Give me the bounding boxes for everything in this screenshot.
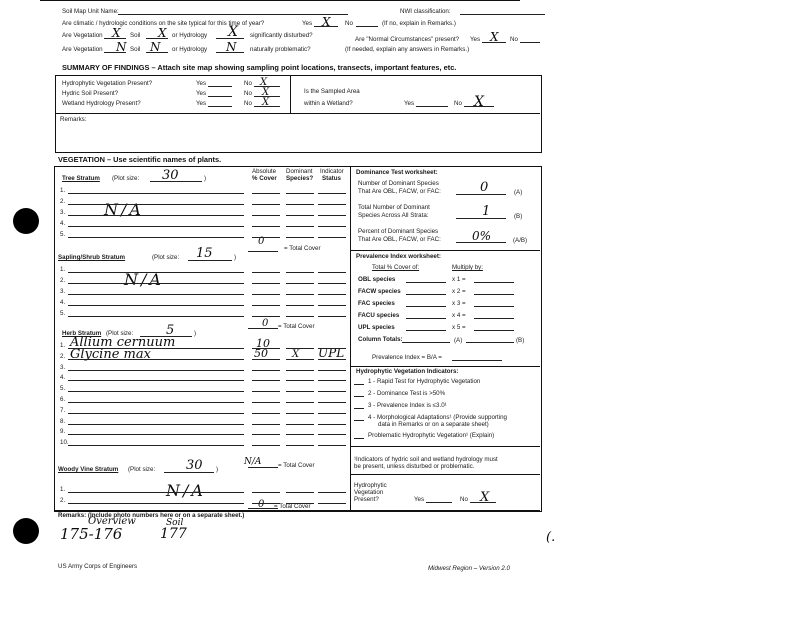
prevalence-row-label: UPL species [358,324,395,331]
wetland-yes: Yes [404,100,415,107]
species-field[interactable] [68,503,244,504]
species-field[interactable] [252,492,280,493]
herb-entry-cover: 50 [254,347,268,360]
veg-line-1: Are Vegetation [62,32,103,39]
herb-entry-cover: 10 [256,337,270,350]
hv-yes: Yes [414,496,425,503]
tree-stratum-label: Tree Stratum [62,175,100,182]
species-field[interactable] [286,503,314,504]
summary-yes-field[interactable] [208,86,232,87]
soil-map-field[interactable] [118,14,348,15]
species-field[interactable] [318,434,346,435]
species-field[interactable] [68,316,244,317]
if-needed: (If needed, explain any answers in Remarks.) [345,46,470,53]
summary-no: No [244,80,252,87]
species-field[interactable] [286,272,314,273]
herb-plot-value: 5 [166,323,175,338]
species-field[interactable] [318,294,346,295]
species-field[interactable] [286,305,314,306]
prevalence-cover-field[interactable] [406,294,446,295]
tree-entry: N/A [104,200,144,219]
species-field[interactable] [68,226,244,227]
herb-total-label: = Total Cover [278,462,315,469]
species-field[interactable] [318,380,346,381]
hyd-label-1: or Hydrology [172,32,208,39]
prevalence-cover-field[interactable] [406,306,446,307]
dominance-q1n: (A) [514,189,523,196]
species-field[interactable] [286,193,314,194]
summary-yes-field[interactable] [208,106,232,107]
indicator-checkbox[interactable] [354,396,364,397]
veg-remarks-hand-1: Overview [88,516,136,527]
row-number: 3. [60,288,66,295]
hyd-field-1[interactable] [216,38,244,39]
summary-remarks-label: Remarks: [60,116,87,123]
dominance-q1b: That Are OBL, FACW, or FAC: [358,188,441,195]
hyd-mark-1: X [228,24,238,40]
col-cover: % Cover [252,175,277,182]
species-field[interactable] [252,434,280,435]
indicator-item: 4 - Morphological Adaptations¹ (Provide supporting [368,414,507,421]
footer-left: US Army Corps of Engineers [58,563,138,570]
footer-right: Midwest Region – Version 2.0 [428,565,510,572]
species-field[interactable] [68,434,244,435]
species-field[interactable] [68,402,244,403]
veg-field-1[interactable] [104,38,126,39]
soil-label-2: Soil [130,46,141,53]
species-field[interactable] [318,359,346,360]
species-field[interactable] [318,391,346,392]
prevalence-row-label: FACU species [358,312,400,319]
species-field[interactable] [252,226,280,227]
sapling-plot-label: (Plot size: [152,254,180,261]
herb-entry-name: Glycine max [70,347,151,362]
sapling-stratum-label: Sapling/Shrub Stratum [58,254,126,261]
nwi-label: NWI classification: [400,8,451,15]
indicator-item: 3 - Prevalence Index is ≤3.0¹ [368,402,447,409]
summary-mark: X [262,97,270,108]
total-cover-field[interactable] [248,508,278,509]
prevalence-multiplier: x 3 = [452,300,466,307]
right-rule-3 [351,446,540,447]
summary-row-label: Hydrophytic Vegetation Present? [62,80,153,87]
indicator-item: data in Remarks or on a separate sheet) [378,421,489,428]
species-field[interactable] [318,348,346,349]
indicators-title: Hydrophytic Vegetation Indicators: [356,368,459,375]
hyd-mark-2: N [226,40,237,54]
soil-mark-1: X [158,26,167,40]
col-species: Species? [286,175,314,182]
woody-stratum-label: Woody Vine Stratum [58,466,119,473]
dominance-q2b: Species Across All Strata: [358,212,429,219]
species-field[interactable] [68,237,244,238]
dominance-a2-field[interactable] [456,218,506,219]
veg-remarks-hand-2: Soil [166,518,184,528]
prevalence-multiplier: x 2 = [452,288,466,295]
normal-circ-q: Are "Normal Circumstances" present? [355,36,460,43]
species-field[interactable] [286,294,314,295]
species-field[interactable] [252,348,280,349]
prevalence-row-label: OBL species [358,276,396,283]
prevalence-multiplier: x 1 = [452,276,466,283]
species-field[interactable] [318,226,346,227]
species-field[interactable] [252,370,280,371]
col-total-b-field[interactable] [466,342,514,343]
species-field[interactable] [286,226,314,227]
col-absolute: Absolute [252,168,277,175]
indicator-item: Problematic Hydrophytic Vegetation¹ (Explain) [368,432,495,439]
normal-no-field[interactable] [520,42,540,43]
row-number: 3. [60,209,66,216]
col-total-a-field[interactable] [402,342,450,343]
species-field[interactable] [286,413,314,414]
climatic-yes-mark: X [322,15,331,29]
row-number: 1. [60,266,66,273]
soil-field-2[interactable] [146,52,168,53]
tree-plot-value: 30 [162,168,179,183]
herb-stratum-label: Herb Stratum [62,330,102,337]
col-total-b: (B) [516,337,525,344]
col-total-a: (A) [454,337,463,344]
summary-divider-v [290,76,291,113]
wetland-mark: X [474,94,484,110]
prevalence-col2: Multiply by: [452,264,483,271]
prevalence-cover-field[interactable] [406,282,446,283]
within-wetland-label: within a Wetland? [304,100,353,107]
total-cover-field[interactable] [248,251,278,252]
species-field[interactable] [68,283,244,284]
species-field[interactable] [318,237,346,238]
species-field[interactable] [252,272,280,273]
normal-yes-mark: X [490,30,499,44]
species-field[interactable] [68,272,244,273]
species-field[interactable] [318,503,346,504]
prevalence-title: Prevalence Index worksheet: [356,253,441,260]
summary-title: SUMMARY OF FINDINGS – Attach site map showing sampling point locations, transects, important features, etc. [62,63,457,72]
sapling-plot-value: 15 [196,246,213,261]
normal-no-label: No [510,36,518,43]
hv-yes-field[interactable] [426,502,452,503]
row-number: 2. [60,198,66,205]
tree-plot-label: (Plot size: [112,175,140,182]
col-indicator: Indicator [320,168,344,175]
species-field[interactable] [252,503,280,504]
row-number: 2. [60,277,66,284]
species-field[interactable] [68,413,244,414]
dominance-q3n: (A/B) [513,237,528,244]
row-number: 5. [60,231,66,238]
row-number: 10. [60,439,69,447]
herb-entry-dominant: X [292,349,300,360]
top-rule [40,0,520,1]
species-field[interactable] [252,193,280,194]
wetland-no: No [454,100,462,107]
dominance-a2: 1 [482,204,491,219]
species-field[interactable] [318,413,346,414]
soil-map-label: Soil Map Unit Name: [62,8,119,15]
indicator-item: 1 - Rapid Test for Hydrophytic Vegetation [368,378,481,385]
species-field[interactable] [318,370,346,371]
tree-total-label: = Total Cover [284,245,321,252]
summary-no: No [244,90,252,97]
dominance-q2n: (B) [514,213,523,220]
row-number: 1. [60,187,66,194]
veg-mark-1: X [112,26,121,40]
indicator-item: 2 - Dominance Test is >50% [368,390,446,397]
vegetation-title: VEGETATION – Use scientific names of plants. [58,155,222,164]
dominance-a1: 0 [480,180,489,195]
species-field[interactable] [286,370,314,371]
climatic-yes-label: Yes [302,20,313,27]
species-field[interactable] [252,204,280,205]
summary-row-label: Wetland Hydrology Present? [62,100,141,107]
species-field[interactable] [252,294,280,295]
woody-plot-label: (Plot size: [128,466,156,473]
herb-plot-label: (Plot size: [106,330,134,337]
species-field[interactable] [286,316,314,317]
species-field[interactable] [286,283,314,284]
dominance-a3: 0% [472,229,492,243]
row-number: 4. [60,374,66,382]
prevalence-product-field[interactable] [474,282,514,283]
row-number: 1. [60,486,66,493]
summary-divider-h [56,113,540,114]
dominance-q3b: That Are OBL, FACW, or FAC: [358,236,441,243]
soil-label-1: Soil [130,32,141,39]
veg-remarks-label: Remarks: (Include photo numbers here or on a separate sheet.) [58,512,245,519]
woody-entry: N/A [166,481,206,500]
row-number: 2. [60,352,66,360]
climatic-no-field[interactable] [356,26,378,27]
species-field[interactable] [68,305,244,306]
veg-mark-2: N [116,40,127,54]
summary-yes: Yes [196,80,207,87]
prevalence-product-field[interactable] [474,318,514,319]
species-field[interactable] [252,380,280,381]
veg-line-2: Are Vegetation [62,46,103,53]
species-field[interactable] [252,305,280,306]
species-field[interactable] [68,391,244,392]
indicator-checkbox[interactable] [354,408,364,409]
paren: ) [234,254,237,261]
prevalence-multiplier: x 5 = [452,324,466,331]
row-number: 6. [60,396,66,403]
column-totals: Column Totals: [358,336,403,343]
species-field[interactable] [318,215,346,216]
row-number: 1. [60,342,66,349]
naturally-problematic: naturally problematic? [250,46,311,53]
species-field[interactable] [68,492,244,493]
species-field[interactable] [252,445,280,446]
prevalence-product-field[interactable] [474,294,514,295]
dominance-q2a: Total Number of Dominant [358,204,430,211]
hv-mark: X [480,490,490,505]
species-field[interactable] [318,204,346,205]
species-field[interactable] [68,445,244,446]
prevalence-index-field[interactable] [452,360,502,361]
prevalence-index: Prevalence Index = B/A = [372,354,442,361]
species-field[interactable] [286,215,314,216]
species-field[interactable] [286,380,314,381]
species-field[interactable] [252,359,280,360]
species-field[interactable] [318,193,346,194]
wetland-yes-field[interactable] [416,106,448,107]
species-field[interactable] [318,445,346,446]
species-field[interactable] [286,348,314,349]
prevalence-col1: Total % Cover of: [372,264,420,271]
species-field[interactable] [68,215,244,216]
prevalence-product-field[interactable] [474,306,514,307]
remarks-divider [55,510,540,511]
prevalence-multiplier: x 4 = [452,312,466,319]
species-field[interactable] [318,402,346,403]
species-field[interactable] [68,380,244,381]
species-field[interactable] [318,424,346,425]
species-field[interactable] [318,492,346,493]
species-field[interactable] [252,402,280,403]
species-field[interactable] [286,402,314,403]
prevalence-row-label: FAC species [358,300,395,307]
summary-mark: X [262,87,270,98]
hv-no: No [460,496,468,503]
summary-yes: Yes [196,100,207,107]
punch-hole-top [13,208,39,234]
footnote-1: ¹Indicators of hydric soil and wetland hydrology must [354,456,498,463]
species-field[interactable] [252,413,280,414]
prevalence-product-field[interactable] [474,330,514,331]
hyd-label-2: or Hydrology [172,46,208,53]
summary-yes: Yes [196,90,207,97]
species-field[interactable] [318,283,346,284]
species-field[interactable] [252,215,280,216]
paren: ) [194,330,197,337]
species-field[interactable] [252,237,280,238]
species-field[interactable] [286,492,314,493]
total-cover-field[interactable] [248,467,278,468]
veg-remarks-hand-4: 177 [160,526,187,542]
col-status: Status [322,175,341,182]
col-dominant: Dominant [286,168,313,175]
row-number: 7. [60,406,66,414]
species-field[interactable] [68,294,244,295]
sapling-total-label: = Total Cover [278,323,315,330]
row-number: 5. [60,310,66,317]
species-field[interactable] [318,272,346,273]
woody-total: 0 [258,499,265,510]
paren: ) [204,175,207,182]
prevalence-cover-field[interactable] [406,318,446,319]
dominance-q1a: Number of Dominant Species [358,180,439,187]
prevalence-cover-field[interactable] [406,330,446,331]
herb-entry-indicator: UPL [318,346,345,360]
indicator-checkbox[interactable] [354,384,364,385]
species-field[interactable] [252,391,280,392]
row-number: 2. [60,497,66,504]
paren: ) [216,466,219,473]
climatic-explain: (If no, explain in Remarks.) [382,20,456,27]
sampled-area-label: Is the Sampled Area [304,88,360,95]
footnote-2: be present, unless disturbed or problematic. [354,463,475,470]
climatic-question: Are climatic / hydrologic conditions on the site typical for this time of year? [62,20,265,27]
species-field[interactable] [286,204,314,205]
normal-yes-label: Yes [470,36,481,43]
species-field[interactable] [252,283,280,284]
sig-disturbed: significantly disturbed? [250,32,313,39]
species-field[interactable] [252,424,280,425]
soil-field-1[interactable] [146,38,168,39]
species-field[interactable] [68,359,244,360]
sapling-entry: N/A [124,270,164,289]
woody-plot-value: 30 [186,458,203,473]
prevalence-row-label: FACW species [358,288,401,295]
species-field[interactable] [286,445,314,446]
species-field[interactable] [286,237,314,238]
indicator-checkbox[interactable] [354,420,364,421]
row-number: 9. [60,428,66,436]
woody-total-mark: N/A [244,457,262,467]
summary-yes-field[interactable] [208,96,232,97]
species-field[interactable] [68,204,244,205]
hv-present-1: Hydrophytic [354,482,387,489]
species-field[interactable] [286,434,314,435]
right-rule-4 [351,474,540,475]
climatic-no-label: No [345,20,353,27]
hv-present-3: Present? [354,496,379,503]
hyd-field-2[interactable] [216,52,244,53]
species-field[interactable] [318,316,346,317]
hv-present-2: Vegetation [354,489,384,496]
nwi-field[interactable] [460,14,545,15]
sapling-total: 0 [262,318,269,329]
species-field[interactable] [68,424,244,425]
dominance-q3a: Percent of Dominant Species [358,228,439,235]
species-field[interactable] [286,424,314,425]
herb-entry-name: Allium cernuum [70,335,176,350]
veg-remarks-hand-3: 175-176 [60,525,123,543]
species-field[interactable] [68,370,244,371]
indicator-checkbox[interactable] [354,438,364,439]
summary-no: No [244,100,252,107]
species-field[interactable] [318,305,346,306]
species-field[interactable] [68,348,244,349]
summary-mark: X [260,77,268,88]
right-rule-1 [351,250,540,251]
veg-field-2[interactable] [104,52,126,53]
dominance-title: Dominance Test worksheet: [356,169,438,176]
species-field[interactable] [286,359,314,360]
row-number: 5. [60,385,66,393]
total-cover-field[interactable] [248,328,278,329]
species-field[interactable] [252,316,280,317]
right-rule-2 [351,366,540,367]
species-field[interactable] [68,193,244,194]
punch-hole-bottom [13,518,39,544]
tree-total: 0 [258,236,265,247]
vegetation-divider [350,167,351,510]
row-number: 3. [60,363,66,371]
species-field[interactable] [286,391,314,392]
edge-mark: (. [546,530,556,545]
row-number: 4. [60,220,66,227]
row-number: 8. [60,417,66,425]
woody-total-label: = Total Cover [274,503,311,510]
row-number: 4. [60,299,66,306]
summary-row-label: Hydric Soil Present? [62,90,119,97]
soil-mark-2: N [150,40,161,54]
